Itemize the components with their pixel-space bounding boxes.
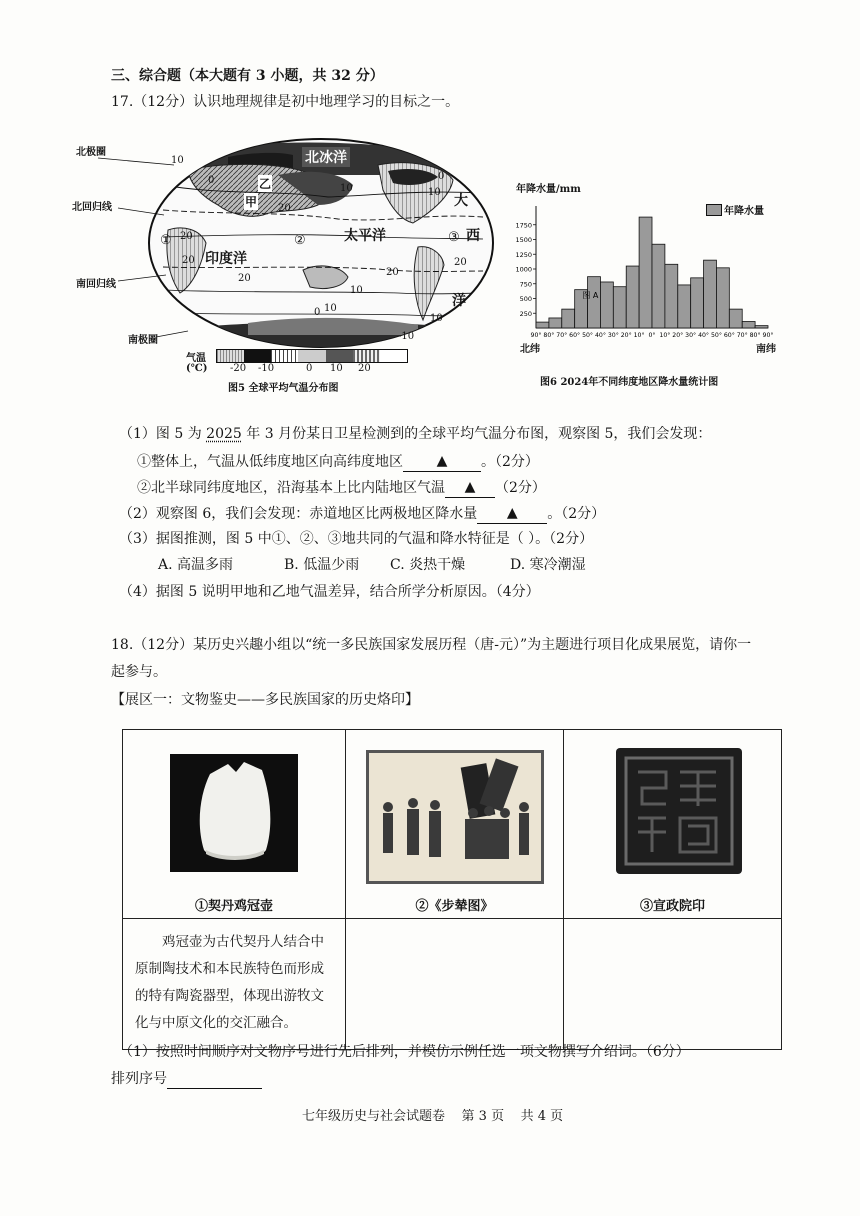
q18-stem-line1: 18.（12分）某历史兴趣小组以“统一多民族国家发展历程（唐-元）”为主题进行项目化成果展览，请你一 — [111, 637, 752, 653]
x-tick-label: 50° — [582, 332, 594, 339]
isotherm-label: 20 — [278, 203, 291, 214]
answer-blank-3[interactable] — [477, 503, 547, 524]
answer-blank-2[interactable] — [445, 477, 495, 498]
precip-bar — [626, 266, 639, 328]
q17-part2 — [119, 503, 605, 524]
precip-bar — [639, 217, 652, 328]
x-tick-label: 40° — [698, 332, 710, 339]
artifact-caption-3: ③宣政院印 — [639, 899, 705, 914]
x-tick-label: 80° — [543, 332, 555, 339]
y-tick-label: 1000 — [515, 265, 532, 274]
precip-bar — [704, 260, 717, 328]
isotherm-label: 0 — [438, 171, 445, 182]
precip-chart-svg — [512, 194, 782, 384]
precip-bar — [562, 309, 575, 328]
item1-end: 。（2分） — [481, 454, 539, 470]
chart-xlabel-north: 北纬 — [520, 344, 540, 355]
q17-part3: （3）据图推测，图 5 中①、②、③地共同的气温和降水特征是（ ）。（2分） — [119, 531, 594, 547]
x-tick-label: 0° — [648, 332, 656, 339]
isotherm-label: -10 — [398, 331, 415, 342]
x-tick-label: 10° — [633, 332, 645, 339]
legend-tick: -20 — [230, 363, 247, 374]
precip-bar — [716, 268, 729, 328]
label-tropic-capricorn: 南回归线 — [76, 279, 116, 290]
x-tick-label: 80° — [749, 332, 761, 339]
label-tropic-cancer: 北回归线 — [72, 202, 112, 213]
precip-bar — [652, 244, 665, 328]
label-arctic-ocean: 北冰洋 — [302, 147, 350, 167]
label-antarctic-circle: 南极圈 — [128, 335, 158, 346]
x-tick-label: 60° — [569, 332, 581, 339]
option-d[interactable]: D. 寒冷潮湿 — [510, 557, 586, 573]
artifact-cell-2 — [345, 730, 563, 919]
q17-part1-intro — [119, 424, 711, 444]
option-b[interactable]: B. 低温少雨 — [284, 557, 360, 573]
figure-6-caption: 图6 2024年不同纬度地区降水量统计图 — [540, 377, 719, 388]
isotherm-label: 10 — [171, 155, 184, 166]
chart-xlabel-south: 南纬 — [756, 344, 776, 355]
q17-part4: （4）据图 5 说明甲地和乙地气温差异，结合所学分析原因。（4分） — [119, 584, 540, 600]
item2-text: ②北半球同纬度地区，沿海基本上比内陆地区气温 — [137, 480, 445, 496]
isotherm-label: 20 — [386, 267, 399, 278]
precip-bar — [678, 285, 691, 328]
x-tick-label: 90° — [530, 332, 542, 339]
blank-mark: ▲ — [436, 453, 448, 469]
seal-icon — [616, 748, 742, 874]
inner-figure-label: 图 A — [582, 291, 599, 300]
order-answer-blank[interactable] — [167, 1072, 262, 1089]
part1-year: 2025 — [206, 426, 242, 442]
temperature-legend-bar — [216, 349, 408, 363]
artifact-image-xuanzhengyuan-seal — [616, 748, 742, 874]
q18-subquestion-1: （1）按照时间顺序对文物序号进行先后排列，并模仿示例任选一项文物撰写介绍词。（6分） — [119, 1044, 690, 1060]
label-jia: 甲 — [245, 195, 258, 209]
label-atlantic-3: 洋 — [452, 293, 466, 309]
antarctic-circle-leader — [156, 331, 188, 337]
painting-figures-icon — [369, 753, 541, 881]
option-a[interactable]: A. 高温多雨 — [158, 557, 234, 573]
artifact-image-jiguanhu — [170, 754, 298, 872]
artifact-description-blank-2[interactable] — [345, 919, 563, 1050]
x-tick-label: 60° — [723, 332, 735, 339]
part2-end: 。（2分） — [547, 506, 606, 522]
isotherm-label: 20 — [180, 231, 193, 242]
isotherm-label: 10 — [430, 313, 443, 324]
isotherm-label: 0 — [314, 307, 321, 318]
option-c[interactable]: C. 炎热干燥 — [390, 557, 466, 573]
x-tick-label: 10° — [659, 332, 671, 339]
order-label — [111, 1069, 262, 1089]
label-yi: 乙 — [259, 177, 272, 191]
artifact-description-example: 鸡冠壶为古代契丹人结合中原制陶技术和本民族特色而形成的特有陶瓷器型，体现出游牧文化与中原文化的交汇融合。 — [123, 919, 346, 1050]
x-tick-label: 70° — [736, 332, 748, 339]
isotherm-label: 10 — [428, 187, 441, 198]
isotherm-label: 0 — [208, 175, 215, 186]
artifact-cell-3 — [563, 730, 781, 919]
y-tick-label: 1250 — [515, 250, 532, 259]
x-tick-label: 40° — [594, 332, 606, 339]
item1-text: ①整体上，气温从低纬度地区向高纬度地区 — [137, 454, 403, 470]
part2-text: （2）观察图 6，我们会发现：赤道地区比两极地区降水量 — [119, 506, 478, 522]
label-indian-ocean: 印度洋 — [205, 251, 247, 267]
legend-tick: 10 — [330, 363, 343, 374]
x-tick-label: 70° — [556, 332, 568, 339]
marker-2: ② — [294, 233, 306, 248]
isotherm-label: 20 — [454, 257, 467, 268]
q18-stem-line2: 起参与。 — [111, 664, 167, 680]
legend-tick: -10 — [258, 363, 275, 374]
precip-bar — [755, 326, 768, 328]
exhibit-zone-title: 【展区一：文物鉴史——多民族国家的历史烙印】 — [111, 692, 419, 708]
precip-bar — [691, 278, 704, 328]
chicken-crown-pot-icon — [170, 754, 298, 872]
x-tick-label: 20° — [672, 332, 684, 339]
label-atlantic-1: 大 — [454, 193, 468, 209]
y-tick-label: 1500 — [515, 236, 532, 244]
x-tick-label: 30° — [607, 332, 619, 339]
figure-6-precipitation-chart — [512, 180, 782, 395]
legend-tick: 0 — [306, 363, 313, 374]
legend-unit: (℃) — [186, 363, 208, 374]
artifact-caption-2: ②《步辇图》 — [415, 899, 494, 914]
figure-5-temperature-map — [72, 135, 498, 395]
marker-1: ① — [160, 233, 172, 248]
precip-bar — [536, 322, 549, 328]
figure-5-caption: 图5 全球平均气温分布图 — [228, 383, 339, 394]
section-heading: 三、综合题（本大题有 3 小题，共 32 分） — [111, 68, 384, 84]
item2-end: （2分） — [495, 480, 546, 496]
marker-3: ③ — [448, 230, 460, 245]
x-tick-label: 90° — [762, 332, 774, 339]
blank-mark: ▲ — [506, 505, 518, 521]
artifact-cell-1 — [123, 730, 346, 919]
isotherm-label: 10 — [324, 303, 337, 314]
precip-bar — [613, 287, 626, 328]
legend-tick: 20 — [358, 363, 371, 374]
answer-blank-1[interactable] — [403, 451, 481, 472]
blank-mark: ▲ — [464, 479, 476, 495]
precip-bar — [742, 322, 755, 328]
precip-bar — [600, 282, 613, 328]
y-tick-label: 250 — [519, 309, 532, 318]
part1-text-b: 年 3 月份某日卫星检测到的全球平均气温分布图，观察图 5，我们会发现： — [241, 426, 712, 442]
y-tick-label: 1750 — [515, 221, 532, 230]
part1-text-a: （1）图 5 为 — [119, 426, 207, 442]
precip-bar — [729, 309, 742, 328]
order-label-text: 排列序号 — [111, 1071, 167, 1087]
isotherm-label: 10 — [340, 183, 353, 194]
label-arctic-circle: 北极圈 — [76, 147, 106, 158]
label-atlantic-2: 西 — [466, 228, 480, 244]
isotherm-label: 20 — [182, 255, 195, 266]
isotherm-label: 10 — [350, 285, 363, 296]
precip-bar — [665, 264, 678, 328]
artifact-caption-1: ①契丹鸡冠壶 — [194, 899, 273, 914]
x-tick-label: 50° — [710, 332, 722, 339]
q17-part1-item1 — [137, 451, 539, 472]
precip-bar — [588, 277, 601, 328]
isotherm-label: 20 — [238, 273, 251, 284]
y-tick-label: 500 — [519, 295, 532, 303]
chart-legend-label: 年降水量 — [724, 206, 764, 217]
x-tick-label: 30° — [685, 332, 697, 339]
artifact-image-bunian-tu — [366, 750, 544, 884]
q17-part1-item2 — [137, 477, 546, 498]
page-footer: 七年级历史与社会试题卷 第 3 页 共 4 页 — [302, 1109, 564, 1124]
chart-ylabel: 年降水量/mm — [516, 184, 581, 195]
artifact-description-blank-3[interactable] — [563, 919, 781, 1050]
artifact-table — [122, 729, 782, 1050]
q17-stem: 17.（12分）认识地理规律是初中地理学习的目标之一。 — [111, 94, 460, 110]
precip-bar — [549, 318, 562, 328]
label-pacific-ocean: 太平洋 — [344, 228, 386, 244]
legend-title: 气温 — [186, 353, 206, 364]
y-tick-label: 750 — [519, 280, 532, 289]
x-tick-label: 20° — [620, 332, 632, 339]
arctic-circle-leader — [98, 158, 174, 165]
